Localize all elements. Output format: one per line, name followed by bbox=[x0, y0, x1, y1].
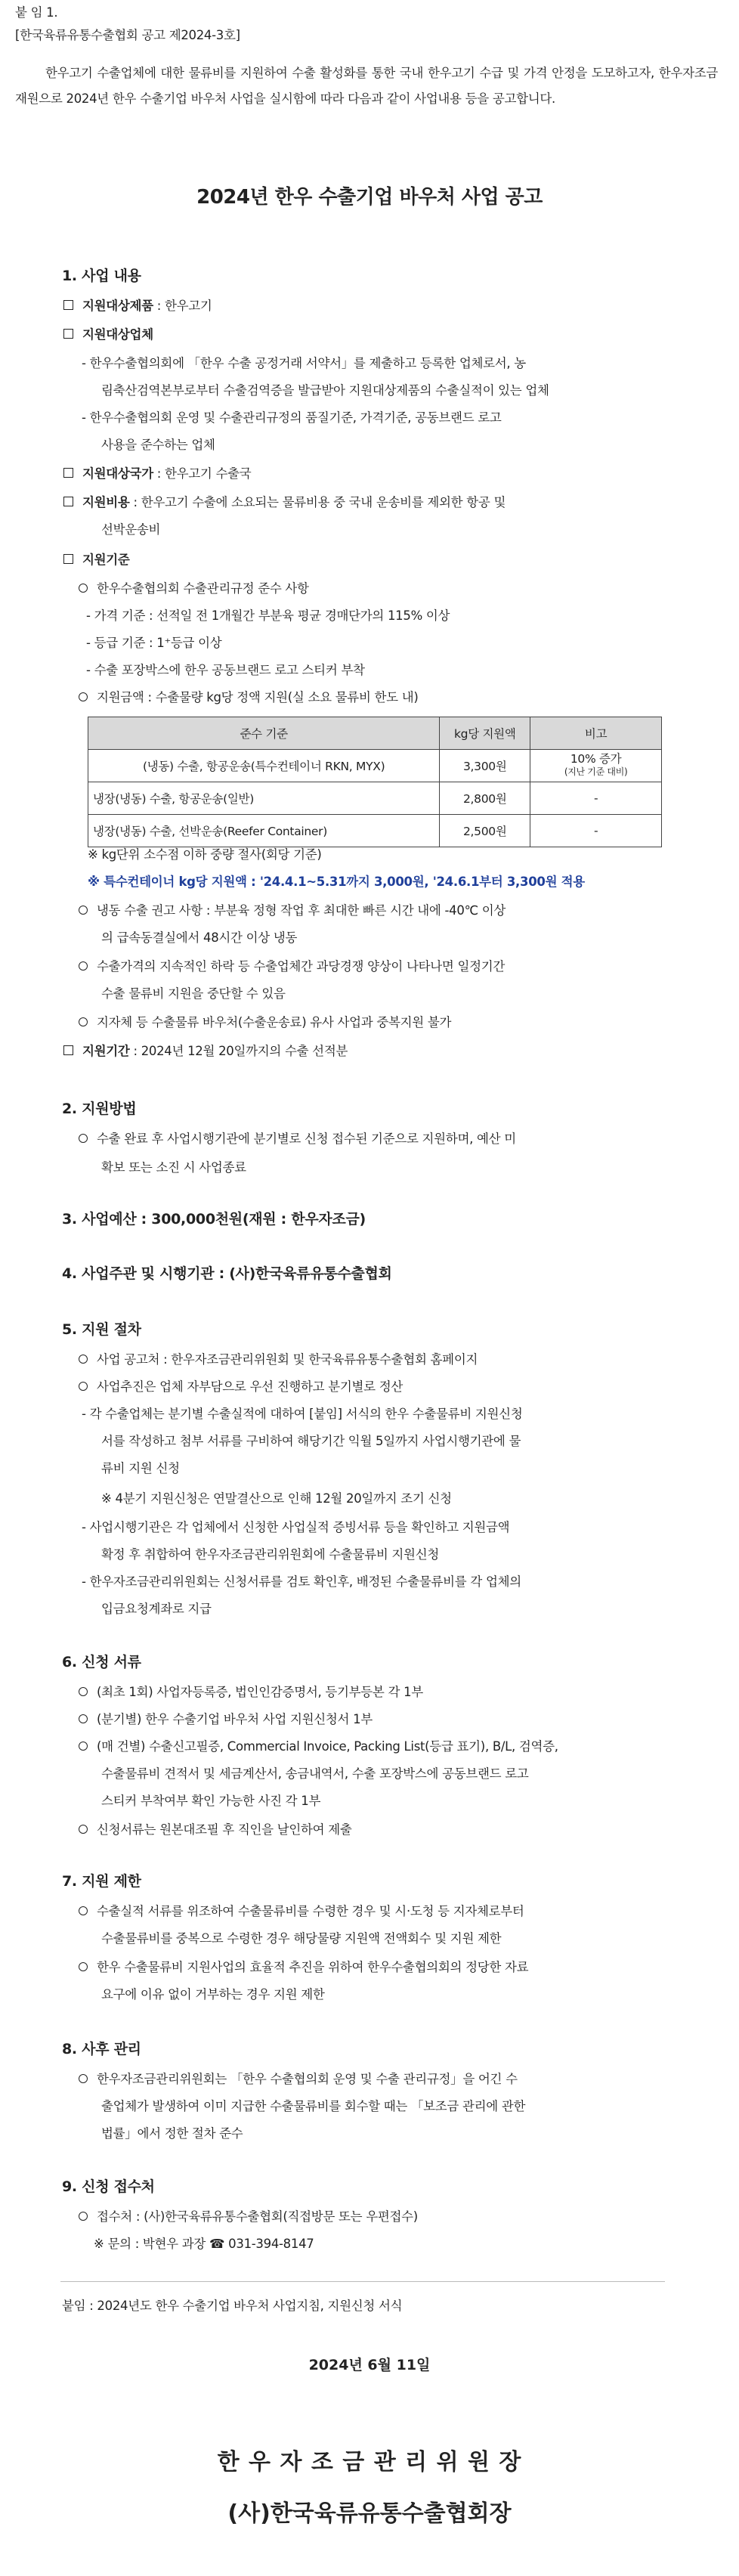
contact-note: ※ 문의 : 박현우 과장 ☎ 031-394-8147 bbox=[94, 2237, 314, 2251]
document-item: (분기별) 한우 수출기업 바우처 사업 지원신청서 1부 bbox=[79, 1708, 373, 1731]
post-management-item: 한우자조금관리위원회는 「한우 수출협의회 운영 및 수출 관리규정」을 어긴 수 bbox=[79, 2068, 518, 2091]
circle-bullet-icon bbox=[79, 1714, 88, 1723]
company-line: - 한우수출협의회 운영 및 수출관리규정의 품질기준, 가격기준, 공동브랜드 로고 bbox=[82, 410, 502, 425]
restriction-item: 수출실적 서류를 위조하여 수출물류비를 수령한 경우 및 시·도청 등 지자체로부터 bbox=[79, 1900, 524, 1923]
signature-association: (사)한국육류유통수출협회장 bbox=[227, 2500, 512, 2527]
reception-item: 접수처 : (사)한국육류유통수출협회(직접방문 또는 우편접수) bbox=[79, 2206, 418, 2228]
company-line: 림축산검역본부로부터 수출검역증을 발급받아 지원대상제품의 수출실적이 있는 업체 bbox=[101, 383, 549, 398]
table-cell: 3,300원 bbox=[440, 750, 530, 782]
circle-bullet-icon bbox=[79, 1962, 88, 1971]
section-6-heading: 6. 신청 서류 bbox=[62, 1654, 141, 1670]
attachment-number: 붙 임 1. bbox=[15, 5, 58, 20]
target-company-row: 지원대상업체 bbox=[63, 324, 153, 346]
procedure-line: - 사업시행기관은 각 업체에서 신청한 사업실적 증빙서류 등을 확인하고 지원금액 bbox=[82, 1520, 510, 1534]
announcement-date: 2024년 6월 11일 bbox=[308, 2357, 431, 2373]
table-cell: (냉동) 수출, 항공운송(특수컨테이너 RKN, MYX) bbox=[88, 750, 440, 782]
section-5-heading: 5. 지원 절차 bbox=[62, 1321, 141, 1338]
special-container-note: ※ 특수컨테이너 kg당 지원액 : '24.4.1~5.31까지 3,000원, '24.6.1부터 3,300원 적용 bbox=[88, 875, 585, 889]
circle-bullet-icon bbox=[79, 1382, 88, 1391]
post-management-cont: 법률」에서 정한 절차 준수 bbox=[101, 2126, 243, 2141]
company-line: 사용을 준수하는 업체 bbox=[101, 438, 215, 452]
document-item: (매 건별) 수출신고필증, Commercial Invoice, Packing List(등급 표기), B/L, 검역증, bbox=[79, 1735, 558, 1758]
post-management-cont: 출업체가 발생하여 이미 지급한 수출물류비를 회수할 때는 「보조금 관리에 관한 bbox=[101, 2099, 526, 2113]
restriction-item-cont: 수출물류비를 중복으로 수령한 경우 해당물량 지원액 전액회수 및 지원 제한 bbox=[101, 1931, 502, 1946]
frozen-recommendation: 냉동 수출 권고 사항 : 부분육 정형 작업 후 최대한 빠른 시간 내에 -40℃ 이상 bbox=[79, 899, 506, 922]
table-cell: - bbox=[530, 815, 662, 847]
procedure-item: 사업 공고처 : 한우자조금관리위원회 및 한국육류유통수출협회 홈페이지 bbox=[79, 1348, 478, 1371]
duplicate-support-note: 지자체 등 수출물류 바우처(수출운송료) 유사 사업과 중복지원 불가 bbox=[79, 1011, 451, 1034]
document-item: (최초 1회) 사업자등록증, 법인인감증명서, 등기부등본 각 1부 bbox=[79, 1681, 423, 1704]
cost-row: 지원비용 : 한우고기 수출에 소요되는 물류비용 중 국내 운송비를 제외한 항공 및 bbox=[63, 491, 506, 514]
table-header-cell: 준수 기준 bbox=[88, 717, 440, 750]
table-header-row bbox=[88, 717, 662, 750]
table-row bbox=[88, 750, 662, 782]
table-header-cell: 비고 bbox=[530, 717, 662, 750]
square-bullet-icon bbox=[63, 468, 73, 478]
notice-reference: [한국육류유통수출협회 공고 제2024-3호] bbox=[15, 28, 240, 42]
restriction-item: 한우 수출물류비 지원사업의 효율적 추진을 위하여 한우수출협의회의 정당한 자료 bbox=[79, 1956, 528, 1979]
criteria-subitem: - 등급 기준 : 1⁺등급 이상 bbox=[86, 636, 222, 650]
intro-paragraph: 한우고기 수출업체에 대한 물류비를 지원하여 수출 활성화를 통한 국내 한우고기 수급 및 가격 안정을 도모하고자, 한우자조금 재원으로 2024년 한우 수출기업 바우처 사업을 실시함에 따라 다음과 같이 사업내용 등을 공고합니다. bbox=[15, 66, 718, 106]
method-line-cont: 확보 또는 소진 시 사업종료 bbox=[101, 1160, 246, 1175]
criteria-subitem: - 수출 포장박스에 한우 공동브랜드 로고 스티커 부착 bbox=[86, 663, 365, 677]
square-bullet-icon bbox=[63, 1045, 73, 1055]
square-bullet-icon bbox=[63, 497, 73, 506]
section-7-heading: 7. 지원 제한 bbox=[62, 1873, 141, 1890]
support-amount-table bbox=[88, 717, 662, 847]
square-bullet-icon bbox=[63, 300, 73, 310]
criteria-item: 한우수출협의회 수출관리규정 준수 사항 bbox=[79, 577, 309, 600]
section-3-heading: 3. 사업예산 : 300,000천원(재원 : 한우자조금) bbox=[62, 1211, 366, 1228]
procedure-line: 입금요청계좌로 지급 bbox=[101, 1602, 212, 1616]
company-line: - 한우수출협의회에 「한우 수출 공정거래 서약서」를 제출하고 등록한 업체로서, 농 bbox=[82, 356, 526, 370]
restriction-item-cont: 요구에 이유 없이 거부하는 경우 지원 제한 bbox=[101, 1987, 325, 2002]
procedure-line: 류비 지원 신청 bbox=[101, 1461, 180, 1475]
circle-bullet-icon bbox=[79, 1017, 88, 1026]
square-bullet-icon bbox=[63, 329, 73, 339]
circle-bullet-icon bbox=[79, 906, 88, 915]
circle-bullet-icon bbox=[79, 692, 88, 701]
table-cell: 2,800원 bbox=[440, 782, 530, 815]
price-warning: 수출가격의 지속적인 하락 등 수출업체간 과당경쟁 양상이 나타나면 일정기간 bbox=[79, 955, 505, 978]
method-line: 수출 완료 후 사업시행기관에 분기별로 신청 접수된 기준으로 지원하며, 예산 미 bbox=[79, 1128, 516, 1150]
procedure-note: ※ 4분기 지원신청은 연말결산으로 인해 12월 20일까지 조기 신청 bbox=[101, 1491, 452, 1506]
table-row bbox=[88, 815, 662, 847]
support-period-row: 지원기간 : 2024년 12월 20일까지의 수출 선적분 bbox=[63, 1040, 348, 1063]
procedure-item: 사업추진은 업체 자부담으로 우선 진행하고 분기별로 정산 bbox=[79, 1376, 403, 1398]
criteria-item: 지원금액 : 수출물량 kg당 정액 지원(실 소요 물류비 한도 내) bbox=[79, 686, 419, 709]
circle-bullet-icon bbox=[79, 1825, 88, 1834]
table-row bbox=[88, 782, 662, 815]
procedure-line: 확정 후 취합하여 한우자조금관리위원회에 수출물류비 지원신청 bbox=[101, 1547, 439, 1562]
price-warning-cont: 수출 물류비 지원을 중단할 수 있음 bbox=[101, 986, 286, 1001]
procedure-line: 서를 작성하고 첨부 서류를 구비하여 해당기간 익월 5일까지 사업시행기관에 물 bbox=[101, 1434, 521, 1448]
signature-committee: 한 우 자 조 금 관 리 위 원 장 bbox=[217, 2449, 522, 2475]
circle-bullet-icon bbox=[79, 2074, 88, 2083]
circle-bullet-icon bbox=[79, 1906, 88, 1915]
cost-line: 선박운송비 bbox=[101, 522, 161, 537]
table-cell: 냉장(냉동) 수출, 선박운송(Reefer Container) bbox=[88, 815, 440, 847]
criteria-subitem: - 가격 기준 : 선적일 전 1개월간 부분육 평균 경매단가의 115% 이상 bbox=[86, 608, 450, 623]
attachment-note: 붙임 : 2024년도 한우 수출기업 바우처 사업지침, 지원신청 서식 bbox=[62, 2299, 403, 2313]
square-bullet-icon bbox=[63, 554, 73, 564]
section-2-heading: 2. 지원방법 bbox=[62, 1101, 137, 1117]
circle-bullet-icon bbox=[79, 2212, 88, 2221]
section-8-heading: 8. 사후 관리 bbox=[62, 2041, 141, 2057]
table-cell: 냉장(냉동) 수출, 항공운송(일반) bbox=[88, 782, 440, 815]
procedure-line: - 각 수출업체는 분기별 수출실적에 대하여 [붙임] 서식의 한우 수출물류비 지원신청 bbox=[82, 1407, 523, 1421]
criteria-row: 지원기준 bbox=[63, 549, 130, 571]
frozen-recommendation-cont: 의 급속동결실에서 48시간 이상 냉동 bbox=[101, 930, 298, 945]
circle-bullet-icon bbox=[79, 1687, 88, 1696]
document-item-cont: 수출물류비 견적서 및 세금계산서, 송금내역서, 수출 포장박스에 공동브랜드 로고 bbox=[101, 1766, 529, 1781]
table-cell: 2,500원 bbox=[440, 815, 530, 847]
circle-bullet-icon bbox=[79, 961, 88, 971]
divider bbox=[60, 2281, 665, 2282]
section-1-heading: 1. 사업 내용 bbox=[62, 268, 141, 284]
kg-note: ※ kg단위 소수점 이하 중량 절사(회당 기준) bbox=[88, 847, 322, 862]
document-item-cont: 스티커 부착여부 확인 가능한 사진 각 1부 bbox=[101, 1794, 321, 1808]
table-header-cell: kg당 지원액 bbox=[440, 717, 530, 750]
document-item: 신청서류는 원본대조필 후 직인을 날인하여 제출 bbox=[79, 1819, 352, 1841]
table-cell: - bbox=[530, 782, 662, 815]
section-9-heading: 9. 신청 접수처 bbox=[62, 2178, 155, 2195]
circle-bullet-icon bbox=[79, 584, 88, 593]
circle-bullet-icon bbox=[79, 1355, 88, 1364]
target-product-row: 지원대상제품 : 한우고기 bbox=[63, 295, 212, 317]
circle-bullet-icon bbox=[79, 1134, 88, 1143]
table-cell: 10% 증가 (지난 기준 대비) bbox=[530, 750, 662, 782]
procedure-line: - 한우자조금관리위원회는 신청서류를 검토 확인후, 배정된 수출물류비를 각 업체의 bbox=[82, 1574, 521, 1589]
target-country-row: 지원대상국가 : 한우고기 수출국 bbox=[63, 463, 251, 485]
page-title: 2024년 한우 수출기업 바우처 사업 공고 bbox=[196, 186, 543, 209]
circle-bullet-icon bbox=[79, 1742, 88, 1751]
section-4-heading: 4. 사업주관 및 시행기관 : (사)한국육류유통수출협회 bbox=[62, 1265, 392, 1282]
